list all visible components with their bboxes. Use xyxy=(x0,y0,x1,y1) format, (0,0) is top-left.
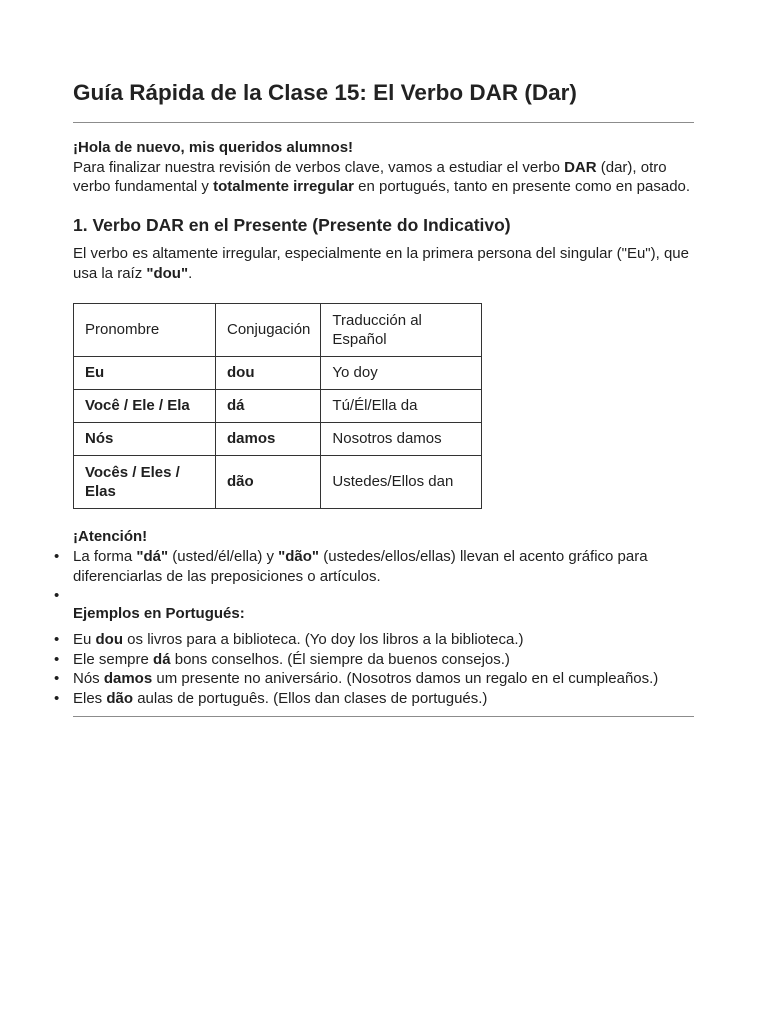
table-cell-translation: Ustedes/Ellos dan xyxy=(321,456,482,509)
page-title: Guía Rápida de la Clase 15: El Verbo DAR (Dar) xyxy=(73,80,577,105)
examples-list xyxy=(54,630,698,708)
table-header-cell: Conjugación xyxy=(216,304,321,357)
table-cell-conjugation: dão xyxy=(216,456,321,509)
table-row xyxy=(74,423,482,456)
example-bold: damos xyxy=(103,670,153,687)
table-row xyxy=(74,357,482,390)
example-post: aulas de português. (Ellos dan clases de portugués.) xyxy=(133,689,488,707)
bullet-icon: • xyxy=(54,650,60,668)
intro-text-2: (dar), otro verbo fundamental y xyxy=(73,158,667,195)
examples-heading-text: Ejemplos en Portugués: xyxy=(73,605,245,622)
title-divider xyxy=(73,122,694,123)
table-row xyxy=(74,390,482,423)
example-bold: dá xyxy=(153,650,171,668)
intro-text-3: en portugués, tanto en presente como en pasado. xyxy=(353,178,691,195)
example-post: os livros para a biblioteca. (Yo doy los libros a la biblioteca.) xyxy=(123,631,524,648)
table-cell-translation: Nosotros damos xyxy=(321,423,482,456)
example-post: um presente no aniversário. (Nosotros damos un regalo en el cumpleaños.) xyxy=(152,670,659,687)
list-item-empty xyxy=(54,586,698,606)
section-text-2: . xyxy=(188,264,193,282)
example-pre: Eu xyxy=(73,631,96,648)
example-post: bons conselhos. (Él siempre da buenos consejos.) xyxy=(170,650,510,668)
intro-bold-irregular: totalmente irregular xyxy=(213,178,354,195)
attention-list xyxy=(54,547,698,606)
attention-text-2: (usted/él/ella) y xyxy=(168,548,279,565)
attention-heading xyxy=(73,527,698,547)
table-cell-pronoun: Vocês / Eles / Elas xyxy=(74,456,216,509)
section-heading-present: 1. Verbo DAR en el Presente (Presente do Indicativo) xyxy=(73,215,511,235)
conjugation-table xyxy=(73,303,482,509)
section-bold-dou: "dou" xyxy=(146,264,189,282)
bottom-divider xyxy=(73,716,694,717)
example-bold: dão xyxy=(106,689,134,707)
list-item xyxy=(54,689,698,709)
table-cell-translation: Yo doy xyxy=(321,357,482,390)
intro-text-1: Para finalizar nuestra revisión de verbos clave, vamos a estudiar el verbo xyxy=(73,158,565,176)
table-header-cell: Traducción al Español xyxy=(321,304,482,357)
attention-bold-da: "dá" xyxy=(136,548,169,565)
list-item xyxy=(54,650,698,670)
table-cell-conjugation: dou xyxy=(216,357,321,390)
table-cell-conjugation: damos xyxy=(216,423,321,456)
table-header-cell: Pronombre xyxy=(74,304,216,357)
bullet-icon: • xyxy=(54,587,60,604)
table-cell-conjugation: dá xyxy=(216,390,321,423)
attention-heading-text: ¡Atención! xyxy=(73,528,148,545)
example-bold: dou xyxy=(95,631,124,648)
attention-text-1: La forma xyxy=(73,548,137,565)
example-pre: Eles xyxy=(73,689,107,707)
list-item xyxy=(54,669,698,689)
table-cell-translation: Tú/Él/Ella da xyxy=(321,390,482,423)
list-item xyxy=(54,547,698,586)
bullet-icon: • xyxy=(54,548,60,565)
attention-text-3: (ustedes/ellos/ellas) llevan el acento gráfico para diferenciarlas de las preposiciones o artículos. xyxy=(73,548,648,585)
table-cell-pronoun: Nós xyxy=(74,423,216,456)
section-text-1: El verbo es altamente irregular, especialmente en la primera persona del singular ("Eu"), que usa la raíz xyxy=(73,245,689,282)
section-description xyxy=(73,244,698,283)
example-pre: Ele sempre xyxy=(73,650,154,668)
examples-heading xyxy=(73,604,698,624)
example-pre: Nós xyxy=(73,670,104,687)
intro-paragraph xyxy=(73,138,698,197)
attention-bold-dao: "dão" xyxy=(278,548,320,565)
table-header-row xyxy=(74,304,482,357)
intro-bold-dar: DAR xyxy=(564,158,597,176)
list-item xyxy=(54,630,698,650)
greeting: ¡Hola de nuevo, mis queridos alumnos! xyxy=(73,139,354,156)
table-cell-pronoun: Você / Ele / Ela xyxy=(74,390,216,423)
bullet-icon: • xyxy=(54,631,60,648)
bullet-icon: • xyxy=(54,670,60,687)
bullet-icon: • xyxy=(54,689,60,707)
table-row xyxy=(74,456,482,509)
table-cell-pronoun: Eu xyxy=(74,357,216,390)
